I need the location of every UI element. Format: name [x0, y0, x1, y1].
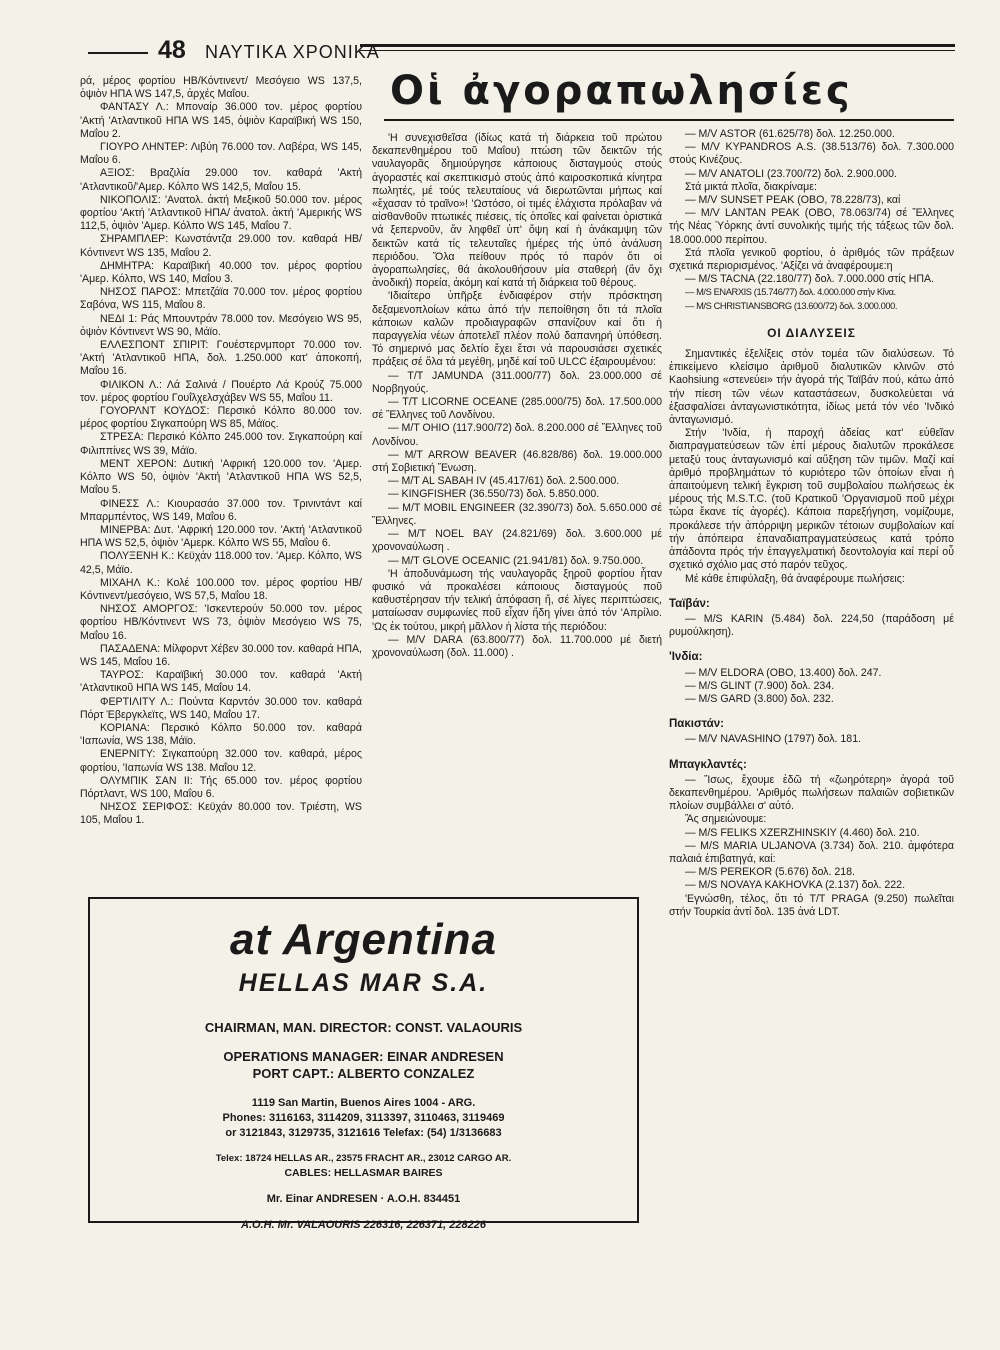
sale-entry: — M/S PEREKOR (5.676) δολ. 218.	[685, 866, 855, 879]
charter-entry: ΝΗΣΟΣ ΑΜΟΡΓΟΣ: 'Ισκεντερούν 50.000 τον. μέρος φορτίου ΗΒ/Κόντινεντ WS 73, ὀψιὸν Μεσόγειο WS 75, Μαΐου 16.	[80, 603, 362, 642]
charter-entry: ΜΕΝΤ ΧΕΡΟΝ: Δυτική 'Αφρική 120.000 τον. 'Αμερ. Κόλπο WS 50, ὀψιὸν 'Ακτή 'Ατλαντικοῦ ΗΠΑ WS 52,5, Μαΐου 5.	[80, 457, 362, 497]
sale-entry: — M/V ASTOR (61.625/78) δολ. 12.250.000.	[685, 128, 895, 140]
subheading-india: 'Ινδία:	[669, 651, 703, 664]
article-paragraph: 'Η ἀποδυνάμωση τής ναυλαγορᾶς ξηροῦ φορτίου ἦταν φυσικό νά προκαλέσει κάποιους δισταγμούς ποῦ καθυστέρησαν τήν τελική ἀπόφαση ἤ, σέ λίγες περιπτώσεις, ματαίωσαν συμφωνίες ποῦ εἶχαν ἤδη γίνει ἀπό τόν 'Απρίλιο. 'Ως ἐκ τούτου, μικρή μᾶλλον ἡ λίστα τής περιόδου:	[372, 567, 662, 633]
article-paragraph: Στά πλοῖα γενικοῦ φορτίου, ὁ ἀριθμός τῶν πράξεων σχετικά περιορισμένος. 'Αξίζει νά ἀναφέρουμε:η	[669, 246, 954, 273]
charter-entry: ΝΕΔΙ 1: Ράς Μπουντράν 78.000 τον. Μεσόγειο WS 95, ὀψιὸν Κόντινεντ WS 90, Μάϊο.	[80, 312, 362, 338]
article-paragraph: 'Η συνεχισθεῖσα (ἰδίως κατά τή διάρκεια τοῦ πρώτου δεκαπενθημέρου τοῦ Μαΐου) πτώση τῶν δεικτῶν τής ναυλαγορᾶς δημιούργησε κάποιους δισταγμούς στούς ἀγοραστές καί σκεπτικισμό στούς ἀπό καιροσκοπικά κίνητρα πωλητές, μέ τούς τελευταίους νά διερωτῶνται μήπως καί «ἔχασαν τό τραῖνο»! 'Ωστόσο, οἱ τιμές ἐλάχιστα πρόλαβαν νά αἰσθανθοῦν πτωτικές πιέσεις, τίς ὁποῖες καί φαίνεται ὁριστικά νά ξεπερνοῦν, ἄν ληφθεῖ ὑπ' ὄψη καί ἡ ἀνάκαμψη τῶν δεικτῶν κατά τίς τελευταῖες ἡμέρες τής ὑπό ἀνάλυση περιόδου. Ὅλα πείθουν πρός τό παρόν ὅτι οἱ ἀγοραπωλησίες, θά ἀκολουθήσουν μία σταθερή (ἄν ὄχι ἀνοδική) πορεία, ἀκόμη καί κατά τή διάρκεια τοῦ θέρους.	[372, 132, 662, 290]
article-paragraph: Στήν 'Ινδία, ἡ παροχή ἀδείας κατ' εὐθεῖαν διαπραγματεύσεων τῶν ἐπί μέρους διαλυτῶν προκάλεσε μεταξύ τους ἀνταγωνισμό καί αὔξηση τῶν τιμῶν. Μαζί καί ἀριθμό προβλημάτων τό κυριότερο τῶν ὁποίων εἶναι ἡ ἀπαιτούμενη τελική ἔγκριση τοῦ συμβολαίου πωλήσεως ἐκ μέρους τής M.S.T.C. (τοῦ Κρατικοῦ 'Οργανισμοῦ ποῦ μέχρι τώρα ἔκανε τίς ἀγορές). Κάποια παρεξήγηση, νομίζουμε, προκάλεσε τήν ἀπόρριψη μερικῶν τέτοιων συμβολαίων καί τήν ἀπόπειρα ἐπαναδιαπραγματεύσεως κατά τρόπο ἀπάδοντα πρός τήν ἐπαγγελματική δεοντολογία καί περί οὗ σχετικό σχόλιο μας στό παρόν τεῦχος.	[669, 427, 954, 572]
hellas-mar-advertisement	[88, 897, 639, 1231]
ad-company-name: HELLAS MAR S.A.	[238, 969, 489, 997]
ad-phones: Phones: 3116163, 3114209, 3113397, 3110463, 3119469	[222, 1112, 505, 1124]
charter-entry: ΝΗΣΟΣ ΣΕΡΙΦΟΣ: Κεϋχάν 80.000 τον. Τριέστη, WS 105, Μαΐου 1.	[80, 801, 362, 827]
sale-entry: — M/T NOEL BAY (24.821/69) δολ. 3.600.000 μέ χρονοναύλωση .	[372, 528, 662, 554]
header-rule-right-thin	[360, 50, 955, 51]
charter-entry: ΝΗΣΟΣ ΠΑΡΟΣ: Μπετζάϊα 70.000 τον. μέρος φορτίου Σαβόνα, WS 115, Μαΐου 8.	[80, 286, 362, 312]
header-rule-left	[88, 52, 148, 54]
sale-entry: — T/T LICORNE OCEANE (285.000/75) δολ. 17.500.000 σέ Ἕλληνες τοῦ Λονδίνου.	[372, 396, 662, 422]
sale-entry: — M/S TACNA (22.180/77) δολ. 7.000.000 στίς ΗΠΑ.	[685, 273, 935, 286]
subheading-pakistan: Πακιστάν:	[669, 718, 724, 731]
sale-entry: — M/V NAVASHINO (1797) δολ. 181.	[685, 733, 862, 746]
sale-entry: — M/S NOVAYA KAKHOVKA (2.137) δολ. 222.	[685, 879, 906, 892]
header-rule-right	[360, 44, 955, 47]
ad-operations-manager: OPERATIONS MANAGER: EINAR ANDRESEN	[223, 1049, 504, 1064]
title-rule	[384, 119, 954, 121]
charter-entry: ΕΝΕΡΝΙΤΥ: Σιγκαπούρη 32.000 τον. καθαρά, μέρος φορτίου, 'Ιαπωνία WS 138. Μαΐου 12.	[80, 748, 362, 774]
sale-entry: — M/S MARIA ULJANOVA (3.734) δολ. 210. ἀμφότερα παλαιά ἐπιβατηγά, καί:	[669, 839, 954, 865]
article-paragraph: 'Ιδιαίτερο ὑπῆρξε ἐνδιαφέρον στήν πρόσκτηση δεξαμενοπλοίων κάτω ἀπό τήν πεποίθηση ὅτι τά πλοῖα κάποιων καλῶν προδιαγραφῶν σπανίζουν καί ὅτι ἡ παραγγελία νέων ἀποτελεῖ πλέον πολύ δαπανηρή ὑπόθεση. Τό σημερινό μας δελτίο ἔχει ἔτσι νά παρουσιάσει σχετικές πράξεις σέ ὅλα τά μεγέθη, μηδέ καί τοῦ ULCC ἐξαιρουμένου:	[372, 290, 662, 369]
sale-entry: — M/S CHRISTIANSBORG (13.600/72) δολ. 3.000.000.	[685, 300, 898, 311]
charter-entry: ΑΞΙΟΣ: Βραζιλία 29.000 τον. καθαρά 'Ακτή 'Ατλαντικοῦ/'Αμερ. Κόλπο WS 142,5, Μαΐου 15.	[80, 167, 362, 193]
charter-entry: ρά, μέρος φορτίου ΗΒ/Κόντινεντ/ Μεσόγειο WS 137,5, ὀψιὸν ΗΠΑ WS 147,5, ἀρχές Μαΐου.	[80, 75, 362, 101]
sale-entry: — M/S KARIN (5.484) δολ. 224,50 (παράδοση μέ ρυμούλκηση).	[669, 612, 954, 639]
ad-phones-telefax: or 3121843, 3129735, 3121616 Telefax: (54) 1/3136683	[225, 1127, 502, 1139]
sale-entry: — Ἴσως, ἔχουμε ἐδῶ τή «ζωηρότερη» ἀγορά τοῦ δεκαπενθημέρου. 'Αριθμός πωλήσεων παλαιῶν σοβιετικῶν πλοίων συμβάλλει σ' αὐτό.	[669, 773, 954, 813]
charter-entry: ΓΟΥΟΡΛΝΤ ΚΟΥΔΟΣ: Περσικό Κόλπο 80.000 τον. μέρος φορτίου Σιγκαπούρη WS 85, Μάϊος.	[80, 405, 362, 431]
column-2-article	[372, 132, 662, 660]
charter-entry: ΝΙΚΟΠΟΛΙΣ: 'Ανατολ. ἀκτή Μεξικοῦ 50.000 τον. μέρος φορτίου 'Ακτή 'Ατλαντικοῦ ΗΠΑ/ ἀνατολ. ἀκτή 'Αμερικής WS 112,5, ὀψιὸν 'Αμερ. Κόλπο WS 145, Μαΐου 7.	[80, 193, 362, 233]
section-title-demolitions: ΟΙ ΔΙΑΛΥΣΕΙΣ	[767, 325, 856, 340]
article-paragraph: Ἄς σημειώνουμε:	[685, 813, 767, 826]
sale-entry: — M/V KYPANDROS A.S. (38.513/76) δολ. 7.300.000 στούς Κινέζους.	[669, 141, 954, 167]
ad-address: 1119 San Martin, Buenos Aires 1004 - ARG.	[251, 1097, 476, 1109]
sale-entry: — M/S FELIKS XZERZHINSKIY (4.460) δολ. 210.	[685, 826, 920, 839]
charter-entry: ΠΑΣΑΔΕΝΑ: Μίλφορντ Χέβεν 30.000 τον. καθαρά ΗΠΑ, WS 145, Μαΐου 16.	[80, 642, 362, 668]
charter-entry: ΣΤΡΕΣΑ: Περσικό Κόλπο 245.000 τον. Σιγκαπούρη καί Φιλιππίνες WS 39, Μάϊο.	[80, 431, 362, 457]
article-paragraph: Σημαντικές ἐξελίξεις στόν τομέα τῶν διαλύσεων. Τό ἐπικείμενο κλείσιμο ἀριθμοῦ διαλυτικῶν κλινῶν στό Kaohsiung «στενεύει» τήν ἀγορά τής Ταϊβάν πού, κάτω ἀπό τήν πίεση τῶν νέων καταστάσεων, δυσκολεύεται νά ἐξασφαλίσει ἀνταγωνιστικότητα, ἰδίως μετά τόν νέο 'Ινδικό ἀνταγωνισμό.	[669, 348, 954, 427]
article-paragraph: Στά μικτά πλοῖα, διακρίναμε:	[685, 180, 817, 193]
sale-entry: — M/V DARA (63.800/77) δολ. 11.700.000 μέ διετή χρονοναύλωση (δολ. 11.000) .	[372, 633, 662, 659]
charter-entry: ΜΙΝΕΡΒΑ: Δυτ. 'Αφρική 120.000 τον. 'Ακτή 'Ατλαντικοῦ ΗΠΑ WS 52,5, ὀψιὸν 'Αμερκ. Κόλπο WS 55, Μαΐου 6.	[80, 523, 362, 550]
column-3-article	[669, 128, 954, 919]
sale-entry: — M/T AL SABAH IV (45.417/61) δολ. 2.500.000.	[388, 475, 620, 488]
sale-entry: — M/T MOBIL ENGINEER (32.390/73) δολ. 5.650.000 σέ Ἕλληνες.	[372, 501, 662, 527]
charter-entry: ΦΑΝΤΑΣΥ Λ.: Μποναίρ 36.000 τον. μέρος φορτίου 'Ακτή 'Ατλαντικοῦ ΗΠΑ WS 145, ὀψιὸν Καραϊβική WS 150, Μαΐου 2.	[80, 101, 362, 140]
ad-port-captain: PORT CAPT.: ALBERTO CONZALEZ	[252, 1066, 475, 1081]
charter-entry: ΚΟΡΙΑΝΑ: Περσικό Κόλπο 50.000 τον. καθαρά 'Ιαπωνία, WS 138, Μάϊο.	[80, 721, 362, 748]
charter-entry: ΕΛΛΕΣΠΟΝΤ ΣΠΙΡΙΤ: Γουέστερνμπορτ 70.000 τον. 'Ακτή 'Ατλαντικοῦ ΗΠΑ, δολ. 1.250.000 κατ' ἀποκοπή, Μαΐου 16.	[80, 339, 362, 378]
sale-entry: — M/T OHIO (117.900/72) δολ. 8.200.000 σέ Ἕλληνες τοῦ Λονδίνου.	[372, 422, 662, 448]
charter-entry: ΣΗΡΑΜΠΛΕΡ: Κωνστάντζα 29.000 τον. καθαρά ΗΒ/ Κόντινεντ WS 135, Μαΐου 2.	[80, 233, 362, 259]
charter-entry: ΠΟΛΥΞΕΝΗ Κ.: Κεϋχάν 118.000 τον. 'Αμερ. Κόλπο, WS 42,5, Μάϊο.	[80, 550, 362, 576]
article-title: Οἱ ἀγοραπωλησίες	[390, 68, 853, 114]
sale-entry: — M/V SUNSET PEAK (OBO, 78.228/73), καί	[685, 194, 901, 207]
article-paragraph: 'Εγνώσθη, τέλος, ὅτι τό T/T PRAGA (9.250) πωλεῖται στήν Τουρκία ἀντί δολ. 135 ἀνά LDT.	[669, 892, 954, 918]
journal-name: ΝΑΥΤΙΚΑ ΧΡΟΝΙΚΑ	[205, 42, 380, 62]
sale-entry: — M/S ENARXIS (15.746/77) δολ. 4.000.000 στήν Κίνα.	[685, 287, 896, 298]
sale-entry: — M/V ELDORA (OBO, 13.400) δολ. 247.	[685, 666, 882, 679]
charter-entry: ΤΑΥΡΟΣ: Καραϊβική 30.000 τον. καθαρά 'Ακτή 'Ατλαντικοῦ ΗΠΑ WS 145, Μαΐου 14.	[80, 669, 362, 695]
charter-entry: ΓΙΟΥΡΟ ΛΗΝΤΕΡ: Λιβύη 76.000 τον. Λαβέρα, WS 145, Μαΐου 6.	[80, 141, 362, 167]
subheading-taiwan: Ταϊβάν:	[669, 597, 710, 610]
sale-entry: — M/S GLINT (7.900) δολ. 234.	[685, 679, 835, 692]
sale-entry: — M/T GLOVE OCEANIC (21.941/81) δολ. 9.750.000.	[388, 554, 644, 567]
charter-entry: ΟΛΥΜΠΙΚ ΣΑΝ ΙΙ: Τής 65.000 τον. μέρος φορτίου Πόρτλαντ, WS 100, Μαΐου 6.	[80, 774, 362, 800]
sale-entry: — M/V ANATOLI (23.700/72) δολ. 2.900.000.	[685, 167, 897, 180]
ad-cables: CABLES: HELLASMAR BAIRES	[284, 1167, 443, 1179]
sale-entry: — M/V LANTAN PEAK (OBO, 78.063/74) σέ Ἕλληνες τής Νέας Ὑόρκης ἀντί συνολικής τιμής τής τάξεως τῶν δολ. 18.000.000 περίπου.	[669, 207, 954, 246]
ad-chairman: CHAIRMAN, MAN. DIRECTOR: CONST. VALAOURIS	[204, 1020, 523, 1035]
sale-entry: — M/T ARROW BEAVER (46.828/86) δολ. 19.000.000 στή Σοβιετική Ἕνωση.	[372, 448, 662, 475]
sale-entry: — KINGFISHER (36.550/73) δολ. 5.850.000.	[388, 488, 600, 501]
ad-headline: at Argentina	[229, 915, 498, 964]
ad-valaouris-contact: A.O.H. Mr. VALAOURIS 226316, 226371, 228226	[241, 1219, 486, 1231]
page-number: 48	[158, 36, 186, 64]
ad-telex: Telex: 18724 HELLAS AR., 23575 FRACHT AR., 23012 CARGO AR.	[215, 1153, 512, 1164]
charter-entry: ΦΕΡΤΙΛΙΤΥ Λ.: Πούντα Καρντόν 30.000 τον. καθαρά Πόρτ Έβεργκλεϊτς, WS 140, Μαΐου 17.	[80, 695, 362, 721]
sale-entry: — T/T JAMUNDA (311.000/77) δολ. 23.000.000 σέ Νορβηγούς.	[372, 369, 662, 395]
charter-entry: ΦΙΛΙΚΟΝ Λ.: Λά Σαλινά / Πουέρτο Λά Κρούζ 75.000 τον. μέρος φορτίου Γουΐλχελσχάβεν WS 55, Μαΐου 11.	[80, 378, 362, 404]
sale-entry: — M/S GARD (3.800) δολ. 232.	[685, 692, 834, 705]
charter-entry: ΔΗΜΗΤΡΑ: Καραϊβική 40.000 τον. μέρος φορτίου 'Αμερ. Κόλπο, WS 140, Μαΐου 3.	[80, 259, 362, 286]
charter-entry: ΜΙΧΑΗΛ Κ.: Κολέ 100.000 τον. μέρος φορτίου ΗΒ/Κόντινεντ/μεσόγειο, WS 57,5, Μαΐου 18.	[80, 576, 362, 602]
subheading-bangladesh: Μπαγκλαντές:	[669, 758, 747, 771]
ad-andresen-contact: Mr. Einar ANDRESEN · A.O.H. 834451	[266, 1193, 461, 1205]
charter-entry: ΦΙΝΕΣΣ Λ.: Κιουρασάο 37.000 τον. Τρινιντάντ καί Μπαρμπέντος, WS 149, Μαΐου 6.	[80, 497, 362, 523]
column-1-charter-list	[80, 75, 362, 828]
article-paragraph: Μέ κάθε ἐπιφύλαξη, θά ἀναφέρουμε πωλήσεις:	[685, 572, 905, 585]
